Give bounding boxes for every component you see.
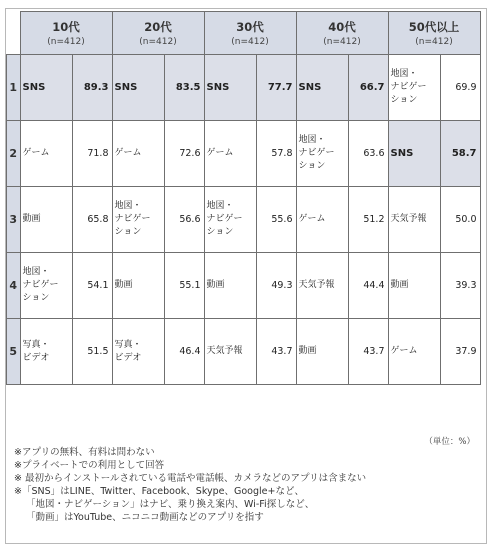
rank-label: 5 [7,319,21,385]
group-sample-size: (n=412) [47,37,85,47]
rank-label: 1 [7,55,21,121]
footnote: ※アプリの無料、有料は問わない [14,447,155,458]
percentage-cell: 58.7 [440,121,480,187]
percentage-cell: 43.7 [348,319,388,385]
percentage-cell: 71.8 [72,121,112,187]
group-sample-size: (n=412) [323,37,361,47]
app-name-cell: ゲーム [20,121,72,187]
app-name-cell: 動画 [20,187,72,253]
app-name-cell: 天気予報 [296,253,348,319]
footnote: ※ 最初からインストールされている電話や電話帳、カメラなどのアプリは含まない [14,473,367,484]
group-age-label: 20代 [144,20,172,34]
app-name-cell: 写真・ ビデオ [112,319,164,385]
app-name-cell: SNS [112,55,164,121]
table-row [7,121,481,187]
rank-label: 4 [7,253,21,319]
rank-label: 2 [7,121,21,187]
table-row [7,187,481,253]
app-name-cell: SNS [20,55,72,121]
app-name-cell: 動画 [296,319,348,385]
percentage-cell: 46.4 [164,319,204,385]
footnote: 「地図・ナビゲーション」はナビ、乗り換え案内、Wi-Fi探しなど、 [26,499,315,510]
app-name-cell: SNS [296,55,348,121]
percentage-cell: 44.4 [348,253,388,319]
percentage-cell: 89.3 [72,55,112,121]
percentage-cell: 77.7 [256,55,296,121]
group-sample-size: (n=412) [139,37,177,47]
footnotes [14,446,366,524]
app-name-cell: 動画 [388,253,440,319]
app-name-cell: 地図・ ナビゲー ション [20,253,72,319]
app-name-cell: 天気予報 [388,187,440,253]
app-name-cell: 動画 [204,253,256,319]
group-header-20s [112,12,204,55]
percentage-cell: 66.7 [348,55,388,121]
app-name-cell: 動画 [112,253,164,319]
unit-label: （単位：%） [424,437,475,447]
app-name-cell: ゲーム [388,319,440,385]
percentage-cell: 72.6 [164,121,204,187]
footnote: ※プライベートでの利用として回答 [14,460,165,471]
group-age-label: 30代 [236,20,264,34]
group-sample-size: (n=412) [415,37,453,47]
app-name-cell: SNS [388,121,440,187]
percentage-cell: 37.9 [440,319,480,385]
rank-label: 3 [7,187,21,253]
app-name-cell: SNS [204,55,256,121]
percentage-cell: 49.3 [256,253,296,319]
app-name-cell: ゲーム [296,187,348,253]
header-row [7,12,481,55]
group-header-30s [204,12,296,55]
app-name-cell: ゲーム [204,121,256,187]
percentage-cell: 57.8 [256,121,296,187]
app-name-cell: ゲーム [112,121,164,187]
percentage-cell: 55.1 [164,253,204,319]
ranking-table [6,11,481,385]
app-name-cell: 天気予報 [204,319,256,385]
group-age-label: 40代 [328,20,356,34]
percentage-cell: 55.6 [256,187,296,253]
group-header-40s [296,12,388,55]
group-header-50s-plus [388,12,480,55]
percentage-cell: 83.5 [164,55,204,121]
percentage-cell: 65.8 [72,187,112,253]
app-name-cell: 写真・ ビデオ [20,319,72,385]
percentage-cell: 50.0 [440,187,480,253]
percentage-cell: 43.7 [256,319,296,385]
percentage-cell: 51.5 [72,319,112,385]
table-body [7,55,481,385]
footnote: ※「SNS」はLINE、Twitter、Facebook、Skype、Google+など、 [14,486,304,497]
percentage-cell: 69.9 [440,55,480,121]
table-row [7,319,481,385]
percentage-cell: 63.6 [348,121,388,187]
percentage-cell: 54.1 [72,253,112,319]
app-name-cell: 地図・ ナビゲー ション [112,187,164,253]
group-age-label: 10代 [52,20,80,34]
group-sample-size: (n=412) [231,37,269,47]
table-row [7,55,481,121]
group-header-10s [20,12,112,55]
app-name-cell: 地図・ ナビゲー ション [204,187,256,253]
header-corner [7,12,21,55]
app-name-cell: 地図・ ナビゲー ション [296,121,348,187]
footnote: 「動画」はYouTube、ニコニコ動画などのアプリを指す [26,512,264,523]
percentage-cell: 39.3 [440,253,480,319]
table-row [7,253,481,319]
app-name-cell: 地図・ ナビゲー ション [388,55,440,121]
percentage-cell: 51.2 [348,187,388,253]
table-header [7,12,481,55]
group-age-label: 50代以上 [408,20,460,34]
percentage-cell: 56.6 [164,187,204,253]
